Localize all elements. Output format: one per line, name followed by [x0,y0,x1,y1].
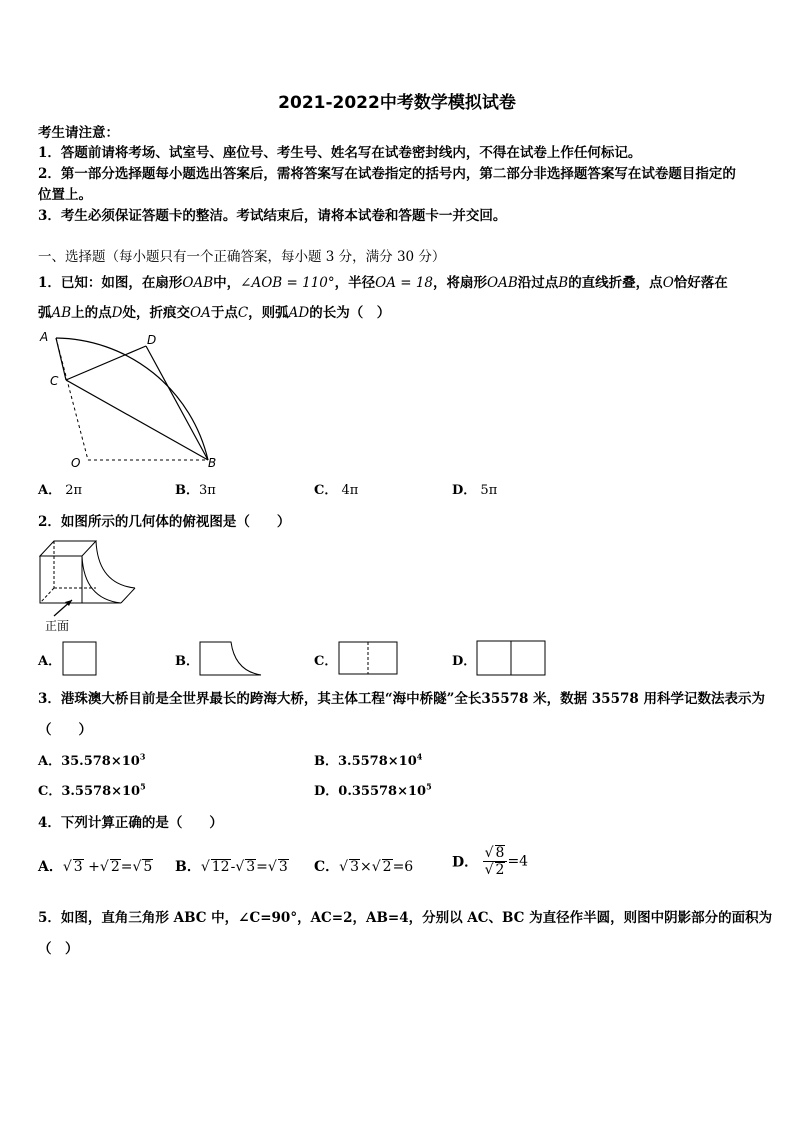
page-title: 2021-2022中考数学模拟试卷 [278,93,516,113]
question-1-line-1: 1．已知：如图，在扇形OAB中，∠AOB = 110°，半径OA = 18，将扇形OAB沿过点B的直线折叠，点O恰好落在 [38,275,728,291]
question-4-stem: 4．下列计算正确的是（ ） [38,815,223,831]
sector-fold-figure [38,326,228,471]
q1-option-b[interactable]: B．3π [175,483,216,498]
label-d: D [147,333,157,347]
notice-line-1: 1．答题前请将考场、试室号、座位号、考生号、姓名写在试卷密封线内，不得在试卷上作任何标记。 [38,145,642,161]
q2-option-d-label[interactable]: D． [452,654,477,669]
front-label: 正面 [45,619,70,633]
q3-option-b[interactable]: B．$3.5578\times 10^4$ [314,751,423,769]
q2-option-a-shape[interactable] [62,641,98,677]
notice-line-3: 位置上。 [38,187,92,203]
q2-option-d-shape[interactable] [476,640,548,678]
q4-option-a[interactable]: A．√ 3 +√ 2=√ 5 [38,859,153,875]
q3-option-a[interactable]: A．$35.578\times 10^3$ [38,751,146,769]
label-o: O [71,456,81,470]
q2-option-c-label[interactable]: C． [314,654,338,669]
question-3-line-1: 3．港珠澳大桥目前是全世界最长的跨海大桥，其主体工程“海中桥隧”全长35578 米，数据 35578 用科学记数法表示为 [38,691,765,707]
q2-option-c-shape[interactable] [338,641,400,677]
label-c: C [50,374,59,388]
question-5-line-1: 5．如图，直角三角形 ABC 中，∠C=90°，AC=2，AB=4，分别以 AC、BC 为直径作半圆，则图中阴影部分的面积为 [38,910,773,926]
notice-line-4: 3．考生必须保证答题卡的整洁。考试结束后，请将本试卷和答题卡一并交回。 [38,208,507,224]
q2-option-a-label[interactable]: A． [38,654,62,669]
q3-option-d[interactable]: D．$0.35578\times 10^5$ [314,781,432,799]
question-3-line-2: （ ） [38,722,92,738]
notice-heading: 考生请注意： [38,125,119,141]
q1-option-a[interactable]: A． 2π [38,483,83,498]
label-b: B [208,456,217,470]
notice-line-2: 2．第一部分选择题每小题选出答案后，需将答案写在试卷指定的括号内，第二部分非选择题答案写在试卷题目指定的 [38,166,736,182]
q1-option-c[interactable]: C． 4π [314,483,359,498]
question-1-line-2: 弧AB上的点D处，折痕交OA于点C，则弧AD的长为（ ） [38,305,391,321]
question-2-stem: 2．如图所示的几何体的俯视图是（ ） [38,514,291,530]
q4-option-c[interactable]: C．√ 3×√ 2=6 [314,859,414,875]
q1-option-d[interactable]: D． 5π [452,483,498,498]
q4-option-d[interactable]: D． $\frac{√ 8}{√ 2}$ =4 [452,845,529,878]
q2-option-b-shape[interactable] [199,641,263,677]
question-5-line-2: （ ） [38,941,79,957]
q4-option-b[interactable]: B．√ 12-√ 3=√ 3 [175,859,288,875]
section-heading: 一、选择题（每小题只有一个正确答案，每小题 3 分，满分 30 分） [38,249,446,265]
q3-option-c[interactable]: C．$3.5578\times 10^5$ [38,781,146,799]
q2-option-b-label[interactable]: B． [175,654,199,669]
label-a: A [40,330,49,344]
